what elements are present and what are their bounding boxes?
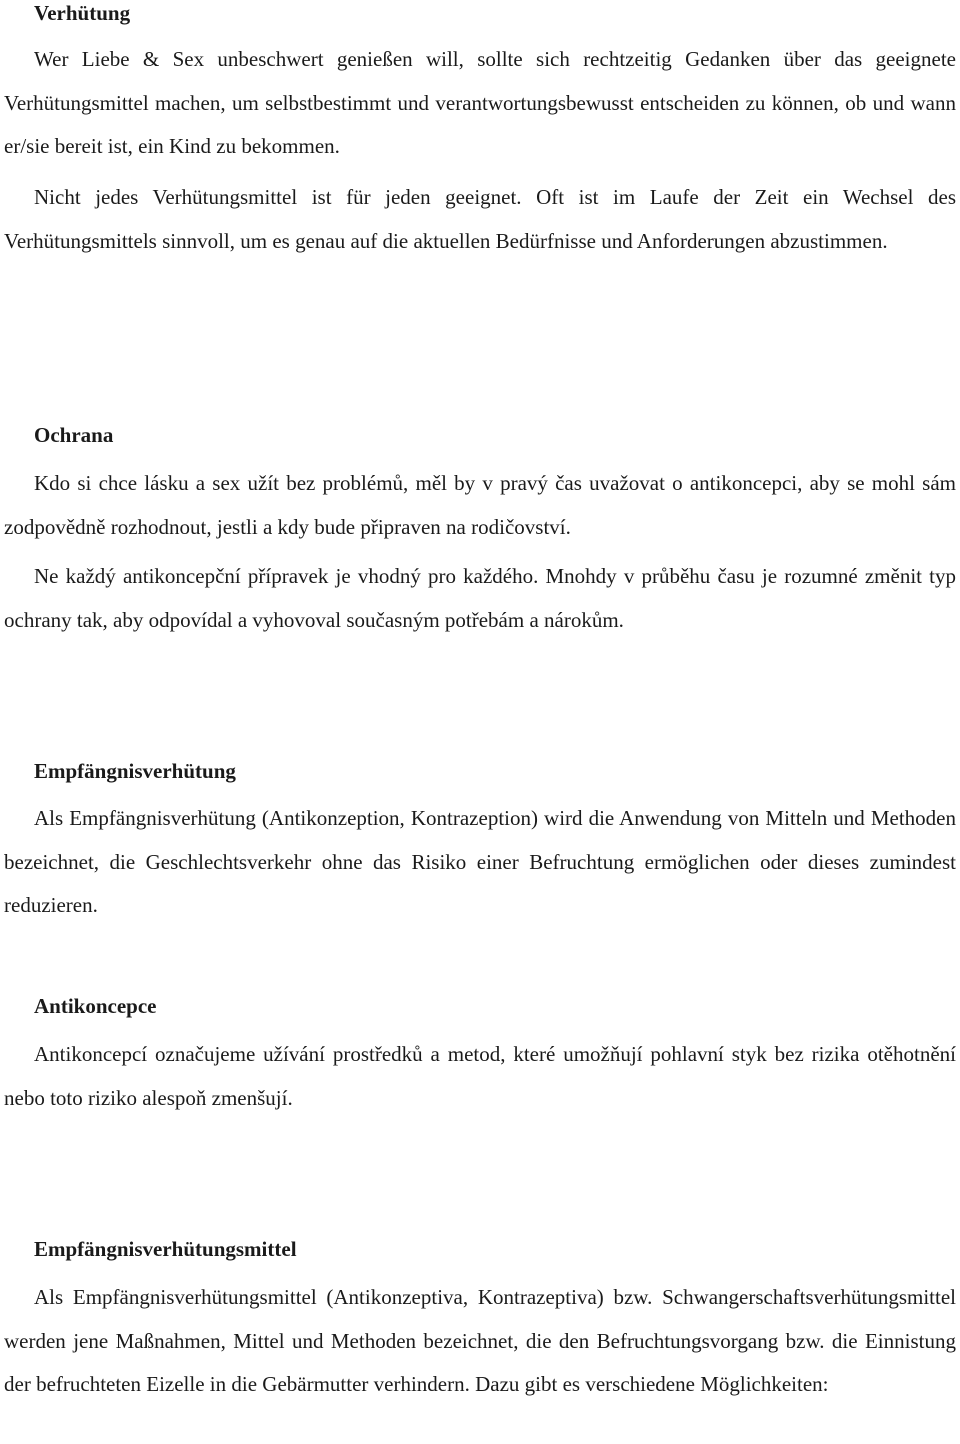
section-heading-empfaengnisverhuetungsmittel: Empfängnisverhütungsmittel xyxy=(34,1237,297,1261)
section-heading-ochrana: Ochrana xyxy=(34,423,114,447)
section-heading-empfaengnisverhuetung: Empfängnisverhütung xyxy=(34,759,236,783)
section-heading-antikoncepce: Antikoncepce xyxy=(34,994,157,1018)
paragraph-empfaengnisverhuetungsmittel-1: Als Empfängnisverhütungsmittel (Antikonzeptiva, Kontrazeptiva) bzw. Schwangerschaftsverhütungsmittel werden jene Maßnahmen, Mittel und Methoden bezeichnet, die den Befruchtungsvorgang bzw. die Einnistung der befruchteten Eizelle in die Gebärmutter verhindern. Dazu gibt es verschiedene Möglichkeiten: xyxy=(4,1285,956,1397)
paragraph-antikoncepce-1: Antikoncepcí označujeme užívání prostředků a metod, které umožňují pohlavní styk bez rizika otěhotnění nebo toto riziko alespoň zmenšují. xyxy=(4,1042,956,1110)
paragraph-ochrana-1: Kdo si chce lásku a sex užít bez problémů, měl by v pravý čas uvažovat o antikoncepci, aby se mohl sám zodpovědně rozhodnout, jestli a kdy bude připraven na rodičovství. xyxy=(4,471,956,539)
paragraph-verhuetung-1: Wer Liebe & Sex unbeschwert genießen will, sollte sich rechtzeitig Gedanken über das geeignete Verhütungsmittel machen, um selbstbestimmt und verantwortungsbewusst entscheiden zu können, ob und wann er/sie bereit ist, ein Kind zu bekommen. xyxy=(4,47,956,159)
section-heading-verhuetung: Verhütung xyxy=(34,1,131,25)
paragraph-ochrana-2: Ne každý antikoncepční přípravek je vhodný pro každého. Mnohdy v průběhu času je rozumné změnit typ ochrany tak, aby odpovídal a vyhovoval současným potřebám a nárokům. xyxy=(4,564,956,632)
paragraph-empfaengnisverhuetung-1: Als Empfängnisverhütung (Antikonzeption, Kontrazeption) wird die Anwendung von Mitteln und Methoden bezeichnet, die Geschlechtsverkehr ohne das Risiko einer Befruchtung ermöglichen oder dieses zumindest reduzieren. xyxy=(4,806,956,918)
paragraph-verhuetung-2: Nicht jedes Verhütungsmittel ist für jeden geeignet. Oft ist im Laufe der Zeit ein Wechsel des Verhütungsmittels sinnvoll, um es genau auf die aktuellen Bedürfnisse und Anforderungen abzustimmen. xyxy=(4,185,956,253)
